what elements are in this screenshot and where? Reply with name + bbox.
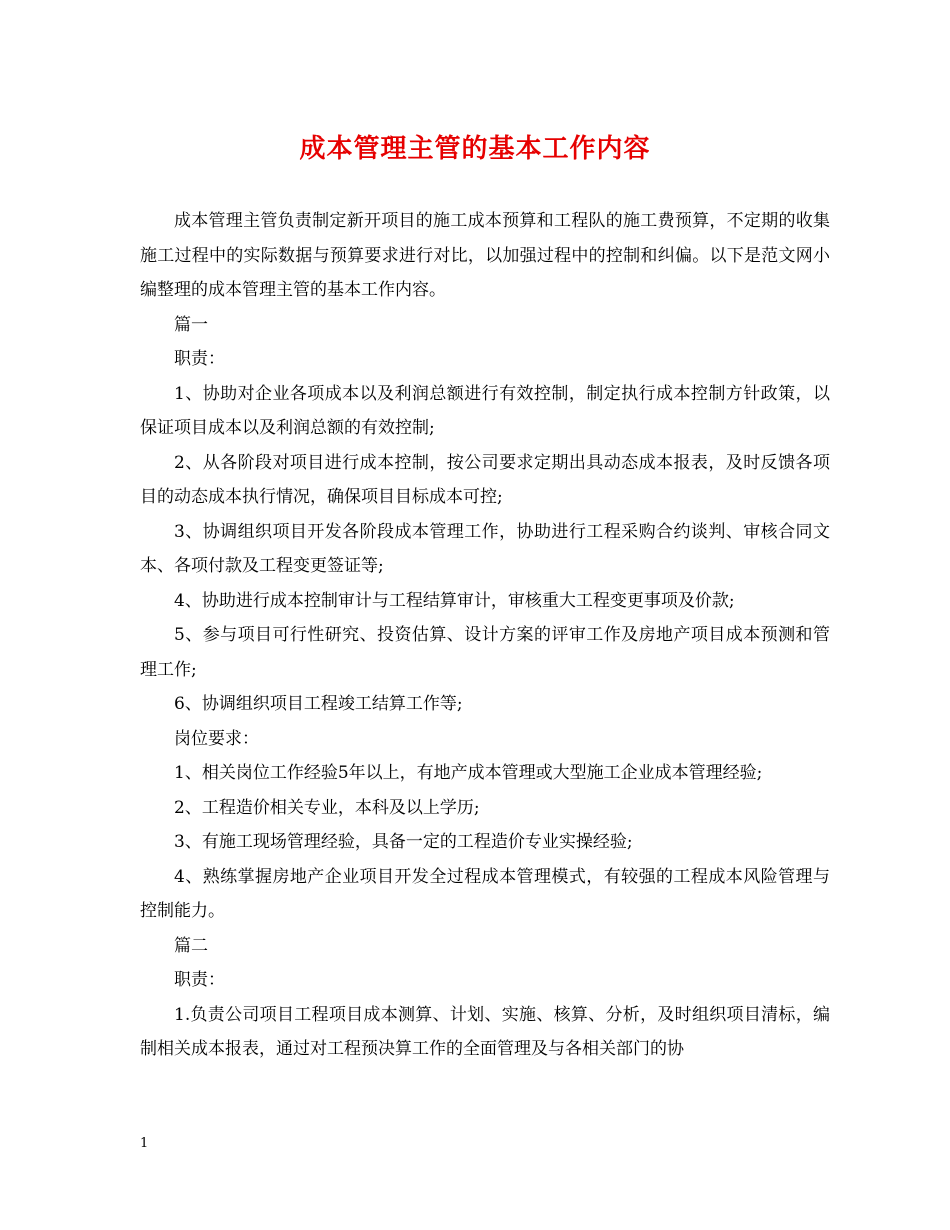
list-item: 2、从各阶段对项目进行成本控制，按公司要求定期出具动态成本报表，及时反馈各项目的动态成本执行情况，确保项目目标成本可控; [140,452,830,507]
subsection-heading: 岗位要求： [174,728,259,749]
list-item: 5、参与项目可行性研究、投资估算、设计方案的评审工作及房地产项目成本预测和管理工作; [140,625,830,680]
section-heading: 篇一 [174,314,208,335]
list-item: 3、有施工现场管理经验，具备一定的工程造价专业实操经验; [174,832,633,852]
list-item: 1、协助对企业各项成本以及利润总额进行有效控制，制定执行成本控制方针政策，以保证项目成本以及利润总额的有效控制; [140,383,830,438]
document-body [140,204,830,1067]
list-item: 1、相关岗位工作经验5年以上，有地产成本管理或大型施工企业成本管理经验; [174,763,763,783]
list-item: 2、工程造价相关专业，本科及以上学历; [174,797,480,818]
document-title: 成本管理主管的基本工作内容 [299,134,651,164]
subsection-heading: 职责： [174,349,225,369]
section-heading: 篇二 [174,935,208,956]
page-number: 1 [140,1136,149,1151]
list-item: 4、熟练掌握房地产企业项目开发全过程成本管理模式，有较强的工程成本风险管理与控制能力。 [140,866,830,921]
list-item: 4、协助进行成本控制审计与工程结算审计，审核重大工程变更事项及价款; [174,590,735,611]
intro-paragraph: 成本管理主管负责制定新开项目的施工成本预算和工程队的施工费预算，不定期的收集施工过程中的实际数据与预算要求进行对比，以加强过程中的控制和纠偏。以下是范文网小编整理的成本管理主管的基本工作内容。 [140,211,830,300]
list-item: 6、协调组织项目工程竣工结算工作等; [174,694,463,714]
subsection-heading: 职责： [174,970,225,990]
list-item: 3、协调组织项目开发各阶段成本管理工作，协助进行工程采购合约谈判、审核合同文本、各项付款及工程变更签证等; [140,521,830,576]
list-item: 1.负责公司项目工程项目成本测算、计划、实施、核算、分析，及时组织项目清标，编制相关成本报表，通过对工程预决算工作的全面管理及与各相关部门的协 [140,1004,830,1059]
